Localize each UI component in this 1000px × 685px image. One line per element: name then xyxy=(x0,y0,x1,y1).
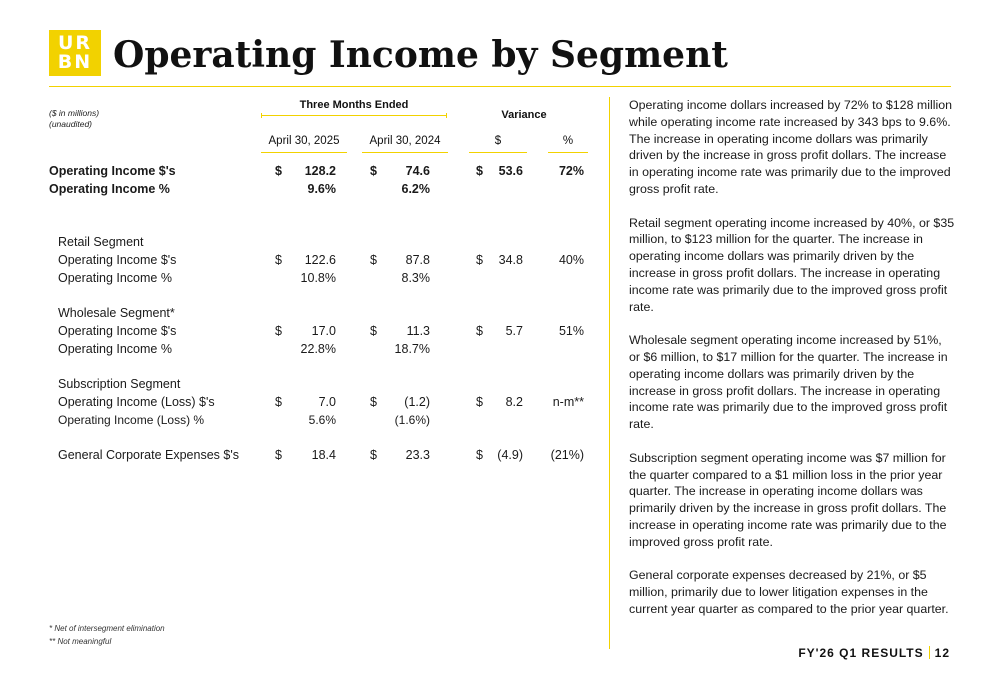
variance-header: Variance xyxy=(501,109,547,121)
footnote-intersegment: * Net of intersegment elimination xyxy=(49,624,165,633)
column-header-underline xyxy=(362,152,448,153)
value-variance-percent: 51% xyxy=(558,324,584,338)
logo-line-2: BN xyxy=(57,51,93,73)
value-current: 5.6% xyxy=(308,413,336,427)
currency-symbol: $ xyxy=(370,448,377,462)
currency-symbol: $ xyxy=(370,324,377,338)
value-prior: 18.7% xyxy=(394,342,430,356)
value-current: 128.2 xyxy=(304,164,336,178)
logo-line-1: UR xyxy=(57,32,93,54)
value-prior: 23.3 xyxy=(405,448,430,462)
commentary-wholesale: Wholesale segment operating income increased by 51%, or $6 million, to $17 million for the quarter. The increase in operating income dollars was primarily driven by the increase in gross profit dollars. The increase in operating income rate was primarily due to the improved gross profit rate. xyxy=(629,333,948,432)
section-heading-subscription xyxy=(0,377,600,395)
row-label: Operating Income % xyxy=(58,271,172,285)
commentary-corporate: General corporate expenses decreased by 21%, or $5 million, primarily due to lower litigation expenses in the current year quarter as compared to the prior year quarter. xyxy=(629,568,949,616)
value-variance-percent: 40% xyxy=(558,253,584,267)
page-number: 12 xyxy=(934,646,950,660)
table-row-retail-rate xyxy=(0,271,600,289)
currency-symbol: $ xyxy=(370,395,377,409)
footer-label: FY'26 Q1 RESULTS xyxy=(798,646,924,660)
urbn-logo xyxy=(49,30,101,76)
value-prior: (1.6%) xyxy=(394,413,430,427)
currency-symbol: $ xyxy=(275,395,282,409)
currency-symbol: $ xyxy=(370,253,377,267)
currency-symbol: $ xyxy=(476,448,483,462)
value-prior: 8.3% xyxy=(401,271,430,285)
table-row-corporate-expenses xyxy=(0,448,600,466)
footnote-not-meaningful: ** Not meaningful xyxy=(49,637,112,646)
table-row-subscription-income xyxy=(0,395,600,413)
value-prior: (1.2) xyxy=(404,395,430,409)
value-variance-percent: n-m** xyxy=(552,395,584,409)
value-prior: 74.6 xyxy=(405,164,430,178)
currency-symbol: $ xyxy=(476,164,483,178)
row-label: Operating Income $'s xyxy=(58,253,177,267)
table-row-wholesale-rate xyxy=(0,342,600,360)
column-header-prior: April 30, 2024 xyxy=(369,135,441,147)
table-row-wholesale-income xyxy=(0,324,600,342)
units-line-1: ($ in millions) xyxy=(49,108,100,118)
value-current: 17.0 xyxy=(311,324,336,338)
page-title: Operating Income by Segment xyxy=(113,34,728,76)
value-variance-dollars: 34.8 xyxy=(498,253,523,267)
table-row-retail-income xyxy=(0,253,600,271)
value-prior: 87.8 xyxy=(405,253,430,267)
value-current: 22.8% xyxy=(300,342,336,356)
value-current: 18.4 xyxy=(311,448,336,462)
group-header-bracket xyxy=(261,113,447,118)
section-heading-wholesale xyxy=(0,306,600,324)
row-label: Operating Income % xyxy=(58,342,172,356)
currency-symbol: $ xyxy=(275,164,282,178)
table-row-total-income xyxy=(0,164,600,182)
row-label: Wholesale Segment* xyxy=(58,306,175,320)
column-header-variance-percent: % xyxy=(562,135,574,147)
value-current: 122.6 xyxy=(304,253,336,267)
row-label: Operating Income % xyxy=(49,182,170,196)
currency-symbol: $ xyxy=(476,324,483,338)
row-label: Subscription Segment xyxy=(58,377,181,391)
page-footer xyxy=(798,646,950,660)
commentary-subscription: Subscription segment operating income was $7 million for the quarter compared to a $1 million loss in the prior year quarter. The increase in operating income dollars was primarily driven by the increase in gross profit dollars. The increase in operating income rate was primarily due to the improved gross profit rate. xyxy=(629,450,947,549)
column-header-underline xyxy=(261,152,347,153)
value-variance-dollars: 5.7 xyxy=(505,324,523,338)
currency-symbol: $ xyxy=(370,164,377,178)
column-header-variance-dollars: $ xyxy=(494,135,502,147)
footer-separator xyxy=(929,646,930,659)
title-divider xyxy=(49,86,951,87)
units-line-2: (unaudited) xyxy=(49,119,93,129)
value-variance-dollars: 8.2 xyxy=(505,395,523,409)
currency-symbol: $ xyxy=(275,448,282,462)
row-label: Retail Segment xyxy=(58,235,144,249)
row-label: Operating Income $'s xyxy=(58,324,177,338)
value-variance-percent: 72% xyxy=(558,164,584,178)
row-label: Operating Income (Loss) % xyxy=(58,413,205,427)
commentary-total: Operating income dollars increased by 72% to $128 million while operating income rate increased by 343 bps to 9.6%. The increase in operating income dollars was primarily driven by the increase in gross profit dollars. The increase in operating income rate was primarily due to the improved gross profit rate. xyxy=(629,98,953,196)
row-label: General Corporate Expenses $'s xyxy=(58,448,239,462)
units-note xyxy=(49,108,99,130)
currency-symbol: $ xyxy=(275,253,282,267)
value-current: 10.8% xyxy=(300,271,336,285)
section-heading-retail xyxy=(0,235,600,253)
value-variance-dollars: (4.9) xyxy=(497,448,523,462)
value-current: 9.6% xyxy=(307,182,336,196)
table-row-total-rate xyxy=(0,182,600,200)
row-label: Operating Income (Loss) $'s xyxy=(58,395,215,409)
value-variance-percent: (21%) xyxy=(550,448,584,462)
group-header: Three Months Ended xyxy=(299,99,409,111)
column-divider xyxy=(609,97,610,649)
value-current: 7.0 xyxy=(318,395,336,409)
table-row-subscription-rate xyxy=(0,413,600,431)
value-prior: 11.3 xyxy=(406,324,430,338)
commentary-retail: Retail segment operating income increased by 40%, or $35 million, to $123 million for the quarter. The increase in operating income dollars was primarily driven by the increase in gross profit dollars. The increase in operating income rate was primarily due to the improved gross profit rate. xyxy=(629,215,955,314)
currency-symbol: $ xyxy=(476,395,483,409)
row-label: Operating Income $'s xyxy=(49,164,176,178)
currency-symbol: $ xyxy=(476,253,483,267)
column-header-underline xyxy=(469,152,527,153)
currency-symbol: $ xyxy=(275,324,282,338)
value-variance-dollars: 53.6 xyxy=(498,164,523,178)
value-prior: 6.2% xyxy=(401,182,430,196)
column-header-current: April 30, 2025 xyxy=(268,135,340,147)
commentary-panel xyxy=(629,97,955,635)
column-header-underline xyxy=(548,152,588,153)
